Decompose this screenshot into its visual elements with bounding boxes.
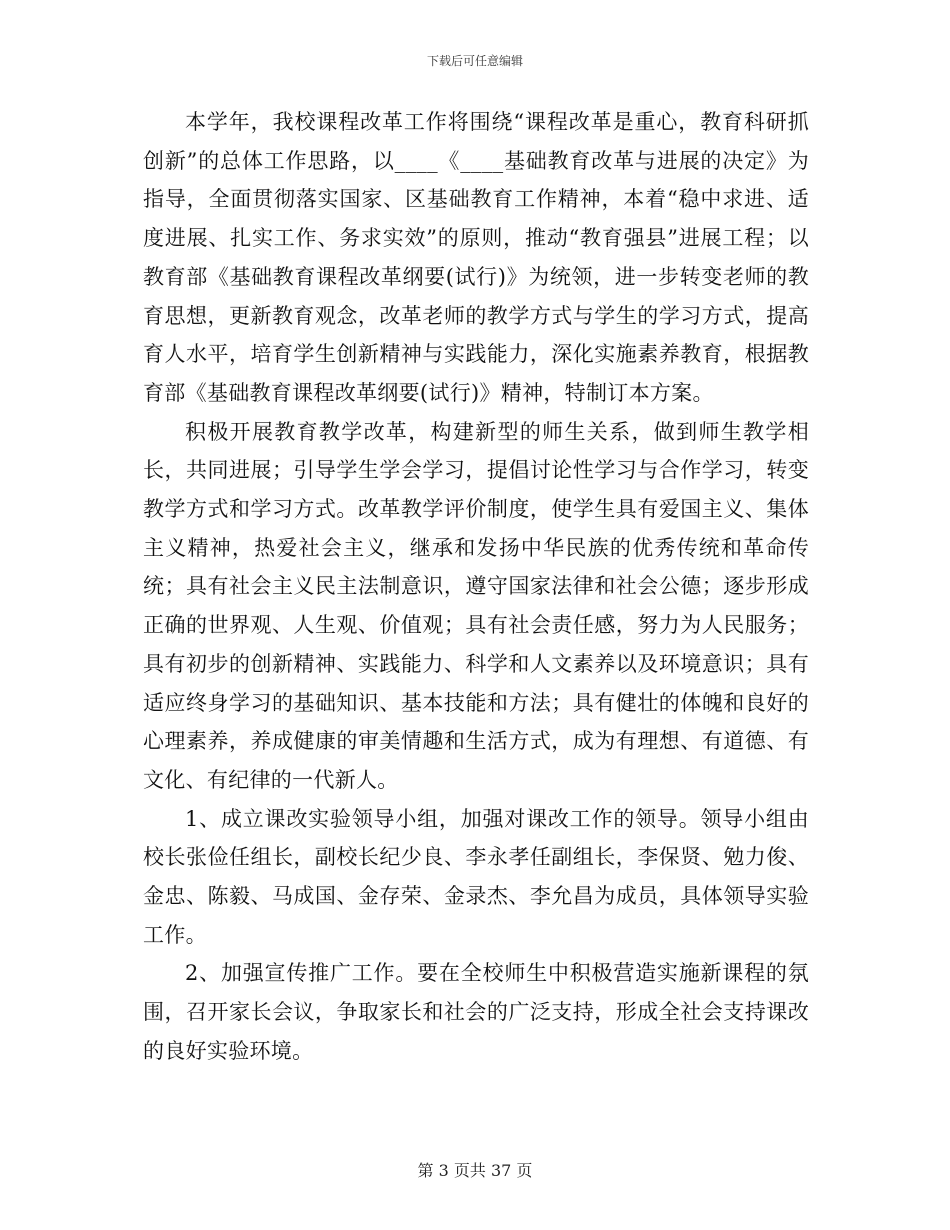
document-body [143,103,809,1071]
header-note: 下载后可任意编辑 [426,54,523,68]
paragraph-1: 本学年，我校课程改革工作将围绕“课程改革是重心，教育科研抓创新”的总体工作思路，以____《____基础教育改革与进展的决定》为指导，全面贯彻落实国家、区基础教育工作精神，本着“稳中求进、适度进展、扎实工作、务求实效”的原则，推动“教育强县”进展工程；以教育部《基础教育课程改革纲要(试行)》为统领，进一步转变老师的教育思想，更新教育观念，改革老师的教学方式与学生的学习方式，提高育人水平，培育学生创新精神与实践能力，深化实施素养教育，根据教育部《基础教育课程改革纲要(试行)》精神，特制订本方案。 [143,110,809,405]
paragraph-3: 1、成立课改实验领导小组，加强对课改工作的领导。领导小组由校长张俭任组长，副校长纪少良、李永孝任副组长，李保贤、勉力俊、金忠、陈毅、马成国、金存荣、金录杰、李允昌为成员，具体领导实验工作。 [143,806,809,947]
paragraph-4: 2、加强宣传推广工作。要在全校师生中积极营造实施新课程的氛围，召开家长会议，争取家长和社会的广泛支持，形成全社会支持课改的良好实验环境。 [143,961,809,1063]
paragraph-2: 积极开展教育教学改革，构建新型的师生关系，做到师生教学相长，共同进展；引导学生学会学习，提倡讨论性学习与合作学习，转变教学方式和学习方式。改革教学评价制度，使学生具有爱国主义、集体主义精神，热爱社会主义，继承和发扬中华民族的优秀传统和革命传统；具有社会主义民主法制意识，遵守国家法律和社会公德；逐步形成正确的世界观、人生观、价值观；具有社会责任感，努力为人民服务；具有初步的创新精神、实践能力、科学和人文素养以及环境意识；具有适应终身学习的基础知识、基本技能和方法；具有健壮的体魄和良好的心理素养，养成健康的审美情趣和生活方式，成为有理想、有道德、有文化、有纪律的一代新人。 [143,419,809,792]
page-number: 第 3 页共 37 页 [417,1161,533,1180]
